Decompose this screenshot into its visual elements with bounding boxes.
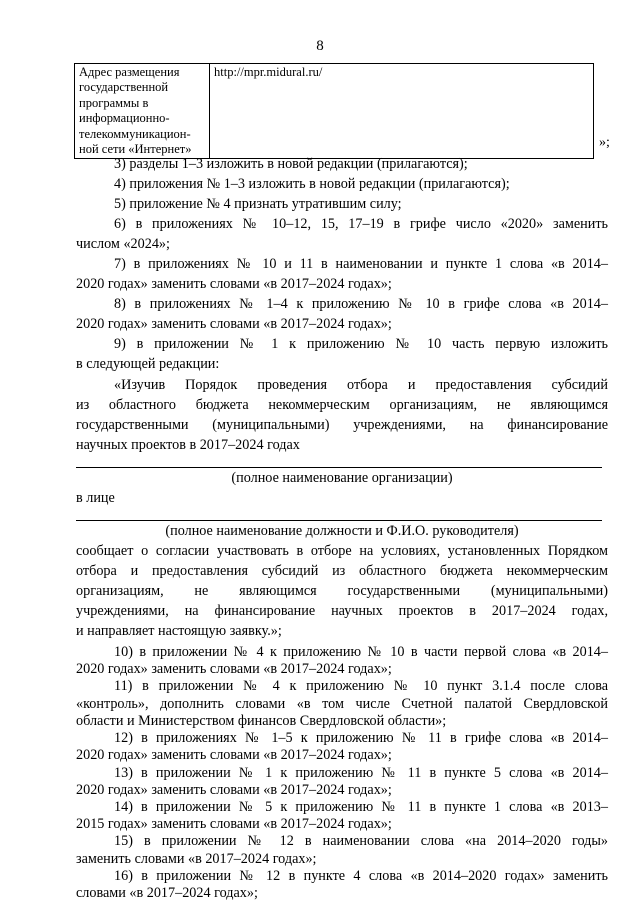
item-9-line-1: 9) в приложении № 1 к приложению № 10 часть первую изложить — [114, 336, 608, 352]
organization-fill-line — [76, 467, 602, 468]
organization-caption: (полное наименование организации) — [231, 470, 453, 486]
address-label-line: Адрес размещения — [79, 65, 180, 79]
address-label-line: государственной — [79, 80, 169, 95]
item-7-line-1: 7) в приложениях № 10 и 11 в наименовании и пункте 1 слова «в 2014– — [114, 256, 608, 272]
item-9-line-2: в следующей редакции: — [76, 356, 220, 372]
item-15-line-1: 15) в приложении № 12 в наименовании слова «на 2014–2020 годы» — [114, 833, 608, 849]
address-label-line: ной сети «Интернет» — [79, 142, 192, 157]
quote-line-4: научных проектов в 2017–2024 годах — [76, 437, 300, 453]
item-11-line-2: «контроль», дополнить словами «в том числе Счетной палатой Свердловской — [76, 696, 608, 712]
page-number: 8 — [316, 38, 324, 54]
head-fill-line — [76, 520, 602, 521]
address-label-line: информационно- — [79, 111, 170, 126]
head-caption: (полное наименование должности и Ф.И.О. руководителя) — [165, 523, 519, 539]
form-text-line-5: и направляет настоящую заявку.»; — [76, 623, 282, 639]
item-14-line-1: 14) в приложении № 5 к приложению № 11 в пункте 1 слова «в 2013– — [114, 799, 608, 815]
item-5: 5) приложение № 4 признать утратившим силу; — [114, 196, 402, 212]
address-label-line: программы в — [79, 95, 149, 110]
item-13-line-2: 2020 годах» заменить словами «в 2017–2024 годах»; — [76, 782, 392, 798]
item-11-line-1: 11) в приложении № 4 к приложению № 10 пункт 3.1.4 после слова — [114, 678, 608, 694]
address-url: http://mpr.midural.ru/ — [214, 65, 323, 79]
address-table — [74, 63, 594, 159]
form-text-line-2: отбора и предоставления субсидий из областного бюджета некоммерческим — [76, 563, 608, 579]
address-label-line: телекоммуникацион- — [79, 126, 191, 141]
item-6-line-1: 6) в приложениях № 10–12, 15, 17–19 в грифе число «2020» заменить — [114, 216, 608, 232]
item-7-line-2: 2020 годах» заменить словами «в 2017–2024 годах»; — [76, 276, 392, 292]
quote-line-2: из областного бюджета некоммерческим организациям, не являющимся — [76, 397, 608, 413]
item-12-line-2: 2020 годах» заменить словами «в 2017–2024 годах»; — [76, 747, 392, 763]
form-text-line-3: организациям, не являющимся государственными (муниципальными) — [76, 583, 608, 599]
address-value-cell — [210, 64, 594, 159]
item-10-line-1: 10) в приложении № 4 к приложению № 10 в части первой слова «в 2014– — [114, 644, 608, 660]
v-litse-label: в лице — [76, 490, 115, 506]
form-text-line-4: учреждениями, на финансирование научных проектов в 2017–2024 годах, — [76, 603, 608, 619]
quote-line-3: государственными (муниципальными) учреждениями, на финансирование — [76, 417, 608, 433]
form-text-line-1: сообщает о согласии участвовать в отборе на условиях, установленных Порядком — [76, 543, 608, 559]
item-16-line-2: словами «в 2017–2024 годах»; — [76, 885, 258, 901]
item-12-line-1: 12) в приложениях № 1–5 к приложению № 11 в грифе слова «в 2014– — [114, 730, 608, 746]
item-13-line-1: 13) в приложении № 1 к приложению № 11 в пункте 5 слова «в 2014– — [114, 765, 608, 781]
table-closing-mark: »; — [599, 135, 610, 150]
item-8-line-2: 2020 годах» заменить словами «в 2017–2024 годах»; — [76, 316, 392, 332]
item-15-line-2: заменить словами «в 2017–2024 годах»; — [76, 851, 317, 867]
item-8-line-1: 8) в приложениях № 1–4 к приложению № 10 в грифе слова «в 2014– — [114, 296, 608, 312]
item-14-line-2: 2015 годах» заменить словами «в 2017–2024 годах»; — [76, 816, 392, 832]
item-10-line-2: 2020 годах» заменить словами «в 2017–2024 годах»; — [76, 661, 392, 677]
item-16-line-1: 16) в приложении № 12 в пункте 4 слова «в 2014–2020 годах» заменить — [114, 868, 608, 884]
address-label-cell — [75, 64, 210, 159]
item-4: 4) приложения № 1–3 изложить в новой редакции (прилагаются); — [114, 176, 510, 192]
item-3: 3) разделы 1–3 изложить в новой редакции (прилагаются); — [114, 156, 468, 172]
item-11-line-3: области и Министерством финансов Свердловской области»; — [76, 713, 447, 729]
quote-line-1: «Изучив Порядок проведения отбора и предоставления субсидий — [114, 377, 608, 393]
item-6-line-2: числом «2024»; — [76, 236, 170, 252]
